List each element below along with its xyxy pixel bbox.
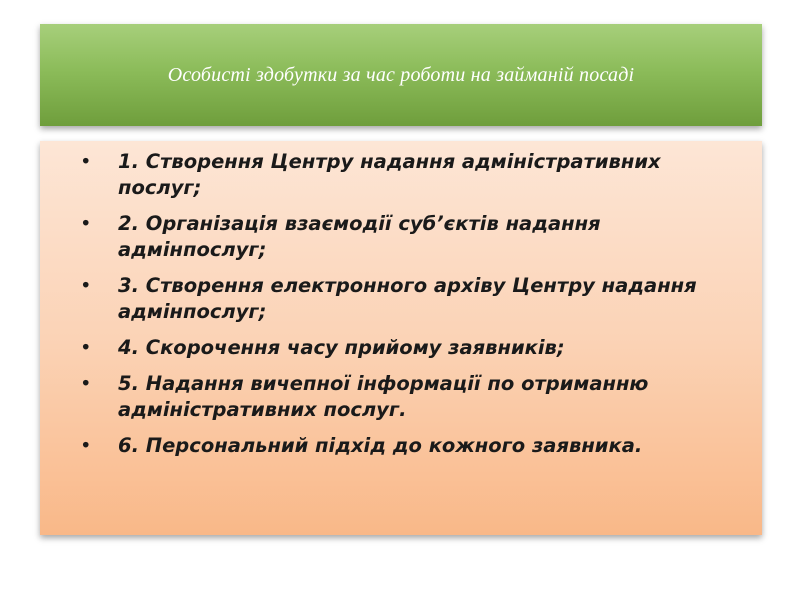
list-item: [80, 433, 742, 459]
bullet-icon: •: [80, 212, 92, 235]
bullet-icon: •: [80, 434, 92, 457]
list-item-text: 2. Організація взаємодії суб’єктів надання адмінпослуг;: [118, 212, 601, 261]
content-box: [40, 141, 762, 535]
list-item: [80, 273, 742, 325]
list-item: [80, 335, 742, 361]
bullet-icon: •: [80, 372, 92, 395]
list-item: [80, 211, 742, 263]
bullet-icon: •: [80, 336, 92, 359]
list-item-text: 1. Створення Центру надання адміністративних послуг;: [118, 150, 661, 199]
list-item: [80, 371, 742, 423]
bullet-icon: •: [80, 150, 92, 173]
list-item-text: 4. Скорочення часу прийому заявників;: [118, 336, 565, 359]
bullet-icon: •: [80, 274, 92, 297]
list-item: [80, 149, 742, 201]
bullet-list: [80, 149, 742, 459]
list-item-text: 3. Створення електронного архіву Центру надання адмінпослуг;: [118, 274, 697, 323]
title-bar: [40, 24, 762, 126]
list-item-text: 6. Персональний підхід до кожного заявника.: [118, 434, 643, 457]
slide-title: Особисті здобутки за час роботи на займаній посаді: [167, 63, 635, 86]
list-item-text: 5. Надання вичепної інформації по отриманню адміністративних послуг.: [118, 372, 649, 421]
